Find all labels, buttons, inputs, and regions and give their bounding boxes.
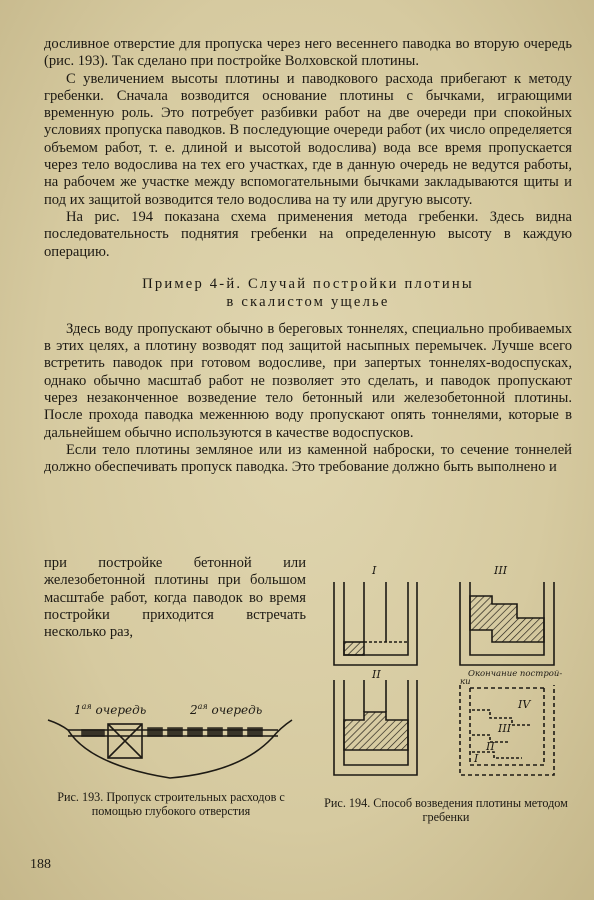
figure-194-caption: Рис. 194. Способ возведения плотины методом гребенки (324, 796, 568, 824)
paragraph-5-continued: при постройке бетонной или железобетонной плотины при большом масштабе работ, когда паводок во время постройки приходится встречать несколько раз, (44, 555, 306, 641)
paragraph-4: Здесь воду пропускают обычно в береговых тоннелях, специально пробиваемых в этих целях, а плотину возводят под защитой насыпных перемычек. Лучше всего встретить паводок при готовом водосливе, при запертых тоннелях-водоспусках, однако обычно масштаб работ не позволяет это сделать, и паводок пропускают через незаконченное возведение тело бетонный или железобетонной плотины. После прохода паводка меженнюю воду пропускают опять тоннелями, которые в дальнейшем обычно используются в качестве водоспусков. (44, 320, 572, 441)
fig194-end-label-1: Окончание построй- (468, 669, 563, 679)
figure-193 (40, 690, 302, 800)
figure-193-caption: Рис. 193. Пропуск строительных расходов с помощью глубокого отверстия (57, 790, 285, 818)
fig194-roman-1: I (372, 564, 377, 577)
main-text (44, 36, 572, 477)
fig194-end-label-2: ки (460, 677, 471, 687)
paragraph-1: досливное отверстие для пропуска через него весеннего паводка во вторую очередь (рис. 193). Так сделано при постройке Волховской плотины. (44, 36, 572, 70)
fig194-roman-2: II (372, 668, 381, 681)
heading-line-2: в скалистом ущелье (226, 293, 390, 310)
fig194-roman-2b: II (486, 740, 495, 753)
paragraph-5: Если тело плотины земляное или из каменной наброски, то сечение тоннелей должно обеспечивать пропуск паводка. Это требование должно быть выполнено и (44, 441, 572, 476)
fig194-roman-3: III (494, 564, 508, 577)
fig194-roman-4: IV (518, 698, 531, 711)
fig193-label-1: $1^{ая}$ очередь (74, 702, 147, 717)
paragraph-3: На рис. 194 показана схема применения метода гребенки. Здесь видна последовательность поднятия гребенки на определенную высоту в каждую операцию. (44, 208, 572, 260)
fig194-roman-1b: I (474, 752, 479, 765)
heading-line-1: Пример 4-й. Случай постройки плотины (142, 275, 474, 292)
fig194-roman-3b: III (498, 722, 512, 735)
fig193-label-2: $2^{ая}$ очередь (190, 702, 263, 717)
figure-194 (322, 560, 572, 790)
section-heading (44, 275, 572, 311)
paragraph-2: С увеличением высоты плотины и паводкового расхода прибегают к методу гребенки. Сначала возводится основание плотины с бычками, играющими временную роль. Это потребует разбивки работ на две очереди при спокойных условиях пропуска паводков. В последующие очереди работ (их число определяется объемом работ, т. е. длиной и высотой водослива) вода все время пропускается через тело водослива на тех его участках, где в данную очередь не ведутся работы, на рабочем же участке между вспомогательными бычками закладываются щиты и под их защитой возводится тело водослива на ту или другую высоту. (44, 70, 572, 208)
page-number: 188 (30, 857, 51, 872)
